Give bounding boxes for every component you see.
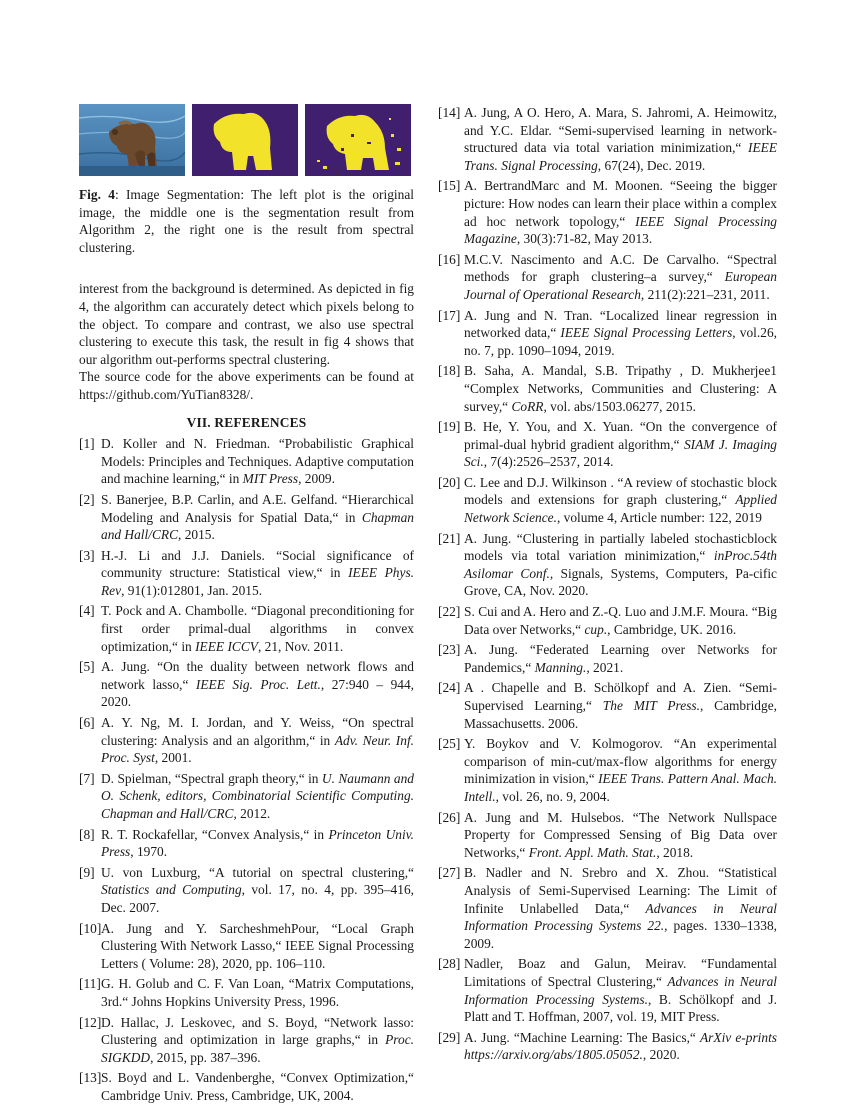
reference-details: , Cambridge, UK. 2016. [607, 621, 737, 637]
reference-item [79, 1014, 414, 1067]
reference-text: U. von Luxburg, “A tutorial on spectral clustering,“ [101, 864, 414, 880]
reference-details: , 2015, pp. 387–396. [150, 1049, 261, 1065]
reference-details: , 2015. [178, 527, 215, 543]
reference-venue: Front. Appl. Math. Stat. [528, 844, 657, 860]
reference-number: [29] [438, 1029, 461, 1045]
reference-text: A. Jung. “On the duality between network flows and network lasso,“ [101, 659, 414, 692]
reference-details: , 2012. [233, 806, 271, 821]
reference-text: D. Spielman, “Spectral graph theory,“ in [101, 770, 322, 786]
reference-item [438, 603, 777, 638]
reference-number: [16] [438, 251, 461, 267]
reference-text: B. He, Y. You, and X. Yuan. “On the convergence of primal-dual hybrid gradient algorithm,“ [464, 419, 777, 452]
references-left [79, 435, 414, 1104]
reference-text: B. Nadler and N. Srebro and X. Zhou. “Statistical Analysis of Semi-Supervised Learning: The Limit of Infinite Unlabelled Data,“ [464, 865, 777, 916]
reference-details: , pages. 1330–1338, 2009. [464, 918, 777, 951]
reference-number: [25] [438, 736, 461, 752]
reference-item [79, 491, 414, 544]
reference-text: T. Pock and A. Chambolle. “Diagonal preconditioning for first order primal-dual algorithms in convex optimization,“ in [101, 603, 414, 654]
reference-text: G. H. Golub and C. F. Van Loan, “Matrix Computations, 3rd.“ Johns Hopkins University Press, 1996. [101, 976, 414, 1009]
reference-details: , 2001. [154, 750, 192, 766]
reference-text: A. Jung. “Machine Learning: The Basics,“ [464, 1029, 700, 1045]
reference-text: A . Chapelle and B. Schölkopf and A. Zien. “Semi-Supervised Learning,“ [464, 680, 777, 713]
reference-venue: IEEE Phys. Rev [101, 565, 414, 598]
left-column [79, 104, 414, 1108]
references-right [438, 104, 777, 1064]
reference-venue: Proc. SIGKDD [101, 1032, 414, 1065]
reference-number: [15] [438, 178, 461, 194]
reference-details: , 211(2):221–231, 2011. [640, 286, 770, 302]
reference-venue: MIT Press [242, 471, 299, 487]
reference-number: [4] [79, 603, 95, 619]
reference-item [438, 530, 777, 600]
reference-item [438, 679, 777, 732]
segmentation-result-image [192, 104, 298, 176]
reference-venue: Advances in Neural Information Processing Systems 22. [464, 900, 777, 934]
reference-item [79, 435, 414, 488]
reference-venue: Chapman and Hall/CRC [101, 509, 414, 543]
original-bear-image [79, 104, 185, 176]
reference-number: [17] [438, 307, 461, 323]
reference-item [79, 826, 414, 861]
reference-number: [18] [438, 363, 461, 379]
reference-item [79, 547, 414, 600]
reference-number: [5] [79, 659, 95, 675]
reference-details: , 1970. [130, 844, 168, 860]
reference-venue: IEEE Signal Processing Magazine [464, 213, 777, 247]
right-column [438, 104, 777, 1067]
reference-item [438, 177, 777, 247]
reference-details: , 2020. [642, 1047, 680, 1063]
reference-details: , 27:940 – 944, 2020. [101, 676, 415, 710]
reference-item [438, 307, 777, 360]
reference-text: A. Y. Ng, M. I. Jordan, and Y. Weiss, “On spectral clustering: Analysis and an algorithm,“ in [101, 715, 414, 748]
reference-details: , 2021. [586, 659, 624, 675]
reference-details: , 21, Nov. 2011. [257, 638, 344, 654]
reference-number: [24] [438, 680, 461, 696]
reference-text: H.-J. Li and J.J. Daniels. “Social significance of community structure: Statistical view,“ in [101, 547, 414, 581]
reference-number: [9] [79, 864, 95, 880]
reference-item [438, 641, 777, 676]
reference-details: , vol. 17, no. 4, pp. 395–416, Dec. 2007. [101, 882, 414, 915]
reference-item [79, 602, 414, 655]
reference-details: , 91(1):012801, Jan. 2015. [121, 582, 263, 598]
reference-venue: inProc.54th Asilomar Conf. [464, 548, 777, 581]
figure-4 [79, 104, 414, 176]
caption-text: : Image Segmentation: The left plot is the original image, the middle one is the segmentation result from Algorithm 2, the right one is the result from spectral clustering. [79, 187, 414, 255]
reference-text: A. Jung and M. Hulsebos. “The Network Nullspace Property for Compressed Sensing of Big Data over Networks,“ [464, 809, 777, 860]
reference-number: [20] [438, 474, 461, 490]
reference-text: D. Hallac, J. Leskovec, and S. Boyd, “Network lasso: Clustering and optimization in large graphs,“ in [101, 1014, 414, 1048]
reference-details: , 2009. [298, 471, 335, 487]
reference-venue: Manning. [534, 659, 587, 675]
reference-venue: IEEE Trans. Pattern Anal. Mach. Intell. [464, 771, 777, 804]
reference-item [438, 1029, 777, 1064]
reference-venue: U. Naumann and O. Schenk, editors, Combinatorial Scientific Computing. Chapman and Hall/CRC [101, 770, 414, 821]
reference-text: A. Jung and N. Tran. “Localized linear regression in networked data,“ [464, 307, 777, 341]
reference-venue: ArXiv e-prints https://arxiv.org/abs/1805.05052. [464, 1029, 777, 1063]
reference-venue: IEEE Signal Processing Letters [560, 325, 733, 341]
reference-venue: Applied Network Science. [464, 492, 777, 526]
reference-text: M.C.V. Nascimento and A.C. De Carvalho. “Spectral methods for graph clustering–a survey,“ [464, 251, 777, 285]
reference-number: [7] [79, 770, 95, 786]
reference-number: [3] [79, 547, 95, 563]
reference-number: [22] [438, 604, 461, 620]
reference-details: , vol. 26, no. 9, 2004. [495, 788, 610, 804]
body-paragraph-2: The source code for the above experiments can be found at https://github.com/YuTian8328/. [79, 369, 414, 402]
reference-venue: IEEE ICCV [195, 638, 258, 654]
reference-venue: Princeton Univ. Press [101, 826, 414, 860]
reference-text: S. Cui and A. Hero and Z.-Q. Luo and J.M.F. Moura. “Big Data over Networks,“ [464, 604, 777, 637]
reference-text: A. Jung, A O. Hero, A. Mara, S. Jahromi, A. Heimowitz, and Y.C. Eldar. “Semi-supervised learning in network-structured data via total variation minimization,“ [464, 105, 777, 156]
reference-number: [27] [438, 865, 461, 881]
reference-item [438, 418, 777, 471]
reference-number: [26] [438, 809, 461, 825]
reference-item [438, 251, 777, 304]
reference-venue: European Journal of Operational Research [464, 269, 777, 302]
reference-details: , Signals, Systems, Computers, Pa-cific Grove, CA, Nov. 2020. [464, 565, 778, 599]
reference-item [438, 809, 777, 862]
reference-number: [1] [79, 436, 95, 452]
caption-label: Fig. 4 [79, 187, 115, 202]
reference-text: A. BertrandMarc and M. Moonen. “Seeing the bigger picture: How nodes can learn their place within a complex ad hoc network topology,“ [464, 178, 777, 229]
reference-text: R. T. Rockafellar, “Convex Analysis,“ in [101, 826, 329, 842]
reference-text: D. Koller and N. Friedman. “Probabilistic Graphical Models: Principles and Techniques. Adaptive computation and machine learning,“ in [101, 436, 414, 487]
reference-number: [19] [438, 419, 461, 435]
reference-venue: The MIT Press. [602, 698, 700, 713]
reference-details: , 30(3):71-82, May 2013. [516, 231, 653, 247]
reference-details: , vol. abs/1503.06277, 2015. [543, 398, 696, 414]
reference-number: [6] [79, 715, 95, 731]
reference-text: A. Jung and Y. SarcheshmehPour, “Local Graph Clustering With Network Lasso,“ IEEE Signal Processing Letters ( Volume: 28), 2020, pp. 106–110. [101, 920, 414, 971]
reference-item [438, 362, 777, 415]
reference-text: A. Jung. “Federated Learning over Networks for Pandemics,“ [464, 642, 777, 675]
reference-item [79, 920, 414, 973]
reference-details: , Cambridge, Massachusetts. 2006. [464, 698, 777, 731]
reference-text: A. Jung. “Clustering in partially labeled stochasticblock models via total variation minimization,“ [464, 530, 777, 564]
reference-venue: CoRR [511, 398, 544, 414]
reference-item [79, 714, 414, 767]
reference-text: S. Boyd and L. Vandenberghe, “Convex Optimization,“ Cambridge Univ. Press, Cambridge, UK, 2004. [101, 1070, 414, 1103]
body-paragraph-1: interest from the background is determined. As depicted in fig 4, the algorithm can accurately detect which pixels belong to the object. To compare and contrast, we also use spectral clustering to execute this task, the result in fig 4 shows that our algorithm out-performs spectral clustering. [79, 281, 414, 367]
reference-details: , B. Schölkopf and J. Platt and T. Hoffman, 2007, vol. 19, MIT Press. [464, 991, 777, 1025]
reference-text: B. Saha, A. Mandal, S.B. Tripathy , D. Mukherjee1 “Complex Networks, Communities and Clustering: A survey,“ [464, 363, 777, 414]
reference-venue: IEEE Trans. Signal Processing [464, 140, 777, 173]
reference-text: C. Lee and D.J. Wilkinson . “A review of stochastic block models and extensions for graph clustering,“ [464, 474, 777, 508]
reference-item [79, 975, 414, 1010]
reference-text: Nadler, Boaz and Galun, Meirav. “Fundamental Limitations of Spectral Clustering,“ [464, 956, 777, 989]
reference-number: [10] [79, 920, 102, 936]
reference-number: [2] [79, 491, 95, 507]
reference-item [79, 770, 414, 823]
reference-item [79, 1069, 414, 1104]
reference-number: [13] [79, 1070, 102, 1086]
reference-venue: Statistics and Computing [101, 882, 242, 898]
reference-number: [28] [438, 956, 461, 972]
reference-venue: SIAM J. Imaging Sci. [464, 436, 777, 470]
reference-details: , vol.26, no. 7, pp. 1090–1094, 2019. [464, 325, 777, 358]
reference-venue: IEEE Sig. Proc. Lett. [195, 676, 321, 692]
reference-item [79, 658, 414, 711]
reference-details: , 7(4):2526–2537, 2014. [483, 454, 614, 470]
reference-details: , 2018. [656, 844, 694, 860]
reference-venue: cup. [584, 621, 608, 637]
reference-details: , 67(24), Dec. 2019. [597, 157, 706, 173]
reference-number: [21] [438, 530, 461, 546]
reference-venue: Advances in Neural Information Processing Systems. [464, 973, 777, 1007]
reference-venue: Adv. Neur. Inf. Proc. Syst [101, 732, 415, 766]
reference-text: Y. Boykov and V. Kolmogorov. “An experimental comparison of min-cut/max-flow algorithms for energy minimization in vision,“ [464, 736, 777, 787]
reference-item [438, 864, 777, 952]
reference-number: [8] [79, 826, 95, 842]
reference-item [438, 474, 777, 527]
reference-number: [23] [438, 642, 461, 658]
reference-number: [11] [79, 976, 101, 992]
reference-number: [14] [438, 105, 461, 120]
reference-item [79, 864, 414, 917]
reference-item [438, 955, 777, 1025]
reference-item [438, 104, 777, 174]
figure-caption [79, 186, 414, 256]
reference-item [438, 735, 777, 805]
spectral-clustering-image [305, 104, 411, 176]
reference-text: S. Banerjee, B.P. Carlin, and A.E. Gelfand. “Hierarchical Modeling and Analysis for Spatial Data,“ in [101, 491, 414, 525]
reference-number: [12] [79, 1014, 102, 1030]
reference-details: , volume 4, Article number: 122, 2019 [556, 510, 762, 526]
section-title: VII. REFERENCES [186, 414, 307, 430]
